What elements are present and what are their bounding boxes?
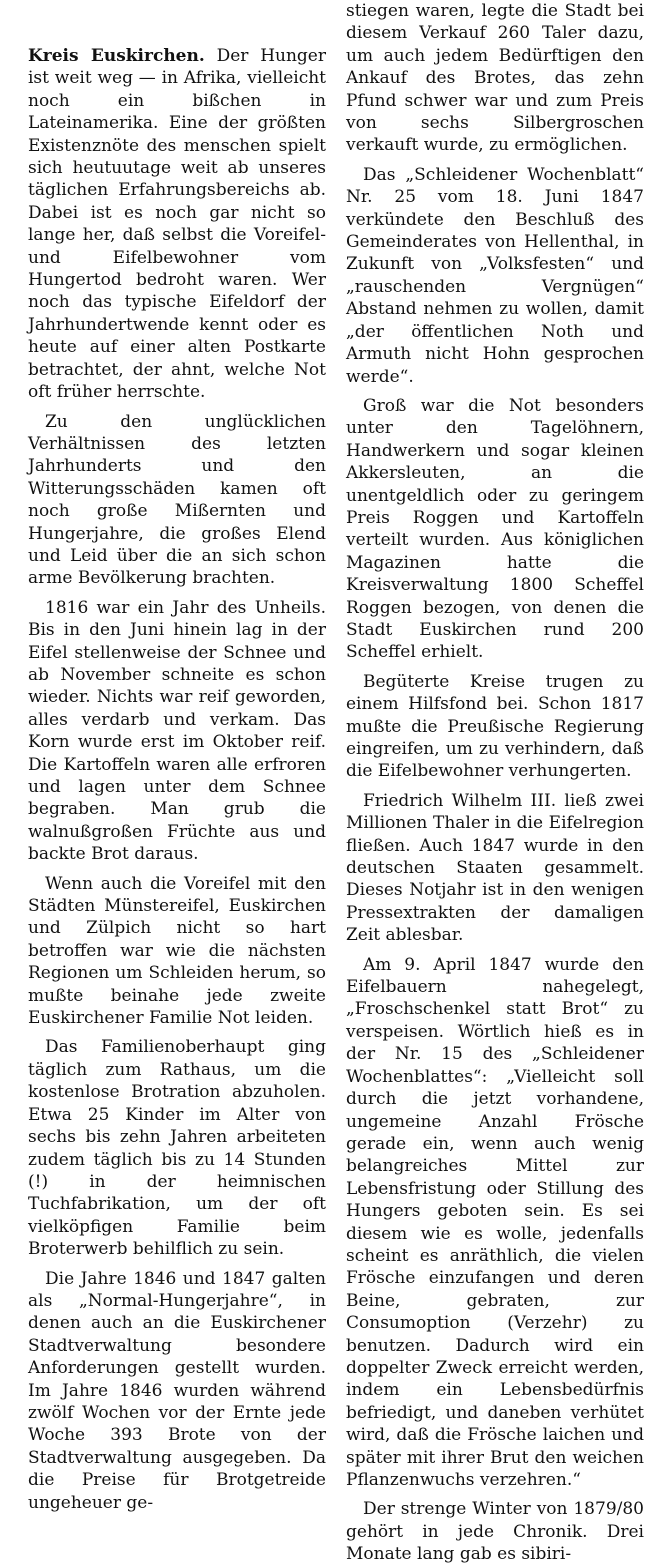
article-paragraph: Friedrich Wilhelm III. ließ zwei Millionen Thaler in die Eifelregion fließen. Auch 1847 wurde in den deutschen Staaten gesammelt. Dieses Notjahr ist in den wenigen Pressextrakten der damaligen Zeit ablesbar.: [346, 790, 644, 946]
article-column-right: [346, 0, 644, 1565]
article-paragraph: Das Familienoberhaupt ging täglich zum Rathaus, um die kostenlose Brotration abzuholen. Etwa 25 Kinder im Alter von sechs bis zehn Jahren arbeiteten zudem täglich bis zu 14 Stunden (!) in der heimnischen Tuchfabrikation, um der oft vielköpfigen Familie beim Broterwerb behilflich zu sein.: [28, 1037, 326, 1260]
article-paragraph: Wenn auch die Voreifel mit den Städten Münstereifel, Euskirchen und Zülpich nicht so hart betroffen war wie die nächsten Regionen um Schleiden herum, so mußte beinahe jede zweite Euskirchener Familie Not leiden.: [28, 873, 326, 1029]
article-paragraph: Groß war die Not besonders unter den Tagelöhnern, Handwerkern und sogar kleinen Akkersleuten, an die unentgeldlich oder zu geringem Preis Roggen und Kartoffeln verteilt wurden. Aus königlichen Magazinen hatte die Kreisverwaltung 1800 Scheffel Roggen bezogen, von denen die Stadt Euskirchen rund 200 Scheffel erhielt.: [346, 395, 644, 663]
article-lead-paragraph: [28, 45, 326, 404]
article-paragraph: Das „Schleidener Wochenblatt“ Nr. 25 vom 18. Juni 1847 verkündete den Beschluß des Gemeinderates von Hellenthal, in Zukunft von „Volksfesten“ und „rauschenden Vergnügen“ Abstand nehmen zu wollen, damit „der öffentlichen Noth und Armuth nicht Hohn gesprochen werde“.: [346, 164, 644, 387]
lead-location: Kreis Euskirchen.: [28, 46, 205, 66]
article-paragraph: Begüterte Kreise trugen zu einem Hilfsfond bei. Schon 1817 mußte die Preußische Regierung eingreifen, um zu verhindern, daß die Eifelbewohner verhungerten.: [346, 671, 644, 782]
article-paragraph: Der strenge Winter von 1879/80 gehört in jede Chronik. Drei Monate lang gab es sibiri-: [346, 1499, 644, 1565]
article-column-left: [28, 0, 326, 1513]
article-paragraph: Am 9. April 1847 wurde den Eifelbauern nahegelegt, „Froschschenkel statt Brot“ zu verspeisen. Wörtlich hieß es in der Nr. 15 des „Schleidener Wochenblattes“: „Vielleicht soll durch die jetzt vorhandene, ungemeine Anzahl Frösche gerade ein, wenn auch wenig belangreiches Mittel zur Lebensfristung oder Stillung des Hungers geboten sein. Es sei diesem wie es wolle, jedenfalls scheint es anräthlich, die vielen Frösche einzufangen und deren Beine, gebraten, zur Consumoption (Verzehr) zu benutzen. Dadurch wird ein doppelter Zweck erreicht werden, indem ein Lebensbedürfnis befriedigt, und daneben verhütet wird, daß die Frösche laichen und später mit ihrer Brut den weichen Pflanzenwuchs verzehren.“: [346, 954, 644, 1490]
article-paragraph-continued: stiegen waren, legte die Stadt bei diesem Verkauf 260 Taler dazu, um auch jedem Bedürftigen den Ankauf des Brotes, das zehn Pfund schwer war und zum Preis von sechs Silbergroschen verkauft wurde, zu ermöglichen.: [346, 1, 644, 156]
article-paragraph: Zu den unglücklichen Verhältnissen des letzten Jahrhunderts und den Witterungsschäden kamen oft noch große Mißernten und Hungerjahre, die großes Elend und Leid über die an sich schon arme Bevölkerung brachten.: [28, 411, 326, 589]
article-paragraph: 1816 war ein Jahr des Unheils. Bis in den Juni hinein lag in der Eifel stellenweise der Schnee und ab November schneite es schon wieder. Nichts war reif geworden, alles verdarb und verkam. Das Korn wurde erst im Oktober reif. Die Kartoffeln waren alle erfroren und lagen unter dem Schnee begraben. Man grub die walnußgroßen Früchte aus und backte Brot daraus.: [28, 597, 326, 865]
article-paragraph: Die Jahre 1846 und 1847 galten als „Normal-Hungerjahre“, in denen auch an die Euskirchener Stadtverwaltung besondere Anforderungen gestellt wurden. Im Jahre 1846 wurden während zwölf Wochen vor der Ernte jede Woche 393 Brote von der Stadtverwaltung ausgegeben. Da die Preise für Brotgetreide ungeheuer ge-: [28, 1268, 326, 1513]
lead-text: Der Hunger ist weit weg — in Afrika, vielleicht noch ein bißchen in Lateinamerika. Eine der größten Existenznöte des menschen spielt sich heutuutage weit ab unseres täglichen Erfahrungsbereichs ab. Dabei ist es noch gar nicht so lange her, daß selbst die Voreifel- und Eifelbewohner vom Hungertod bedroht waren. Wer noch das typische Eifeldorf der Jahrhundertwende kennt oder es heute auf einer alten Postkarte betrachtet, der ahnt, welche Not oft früher herrschte.: [28, 46, 326, 403]
